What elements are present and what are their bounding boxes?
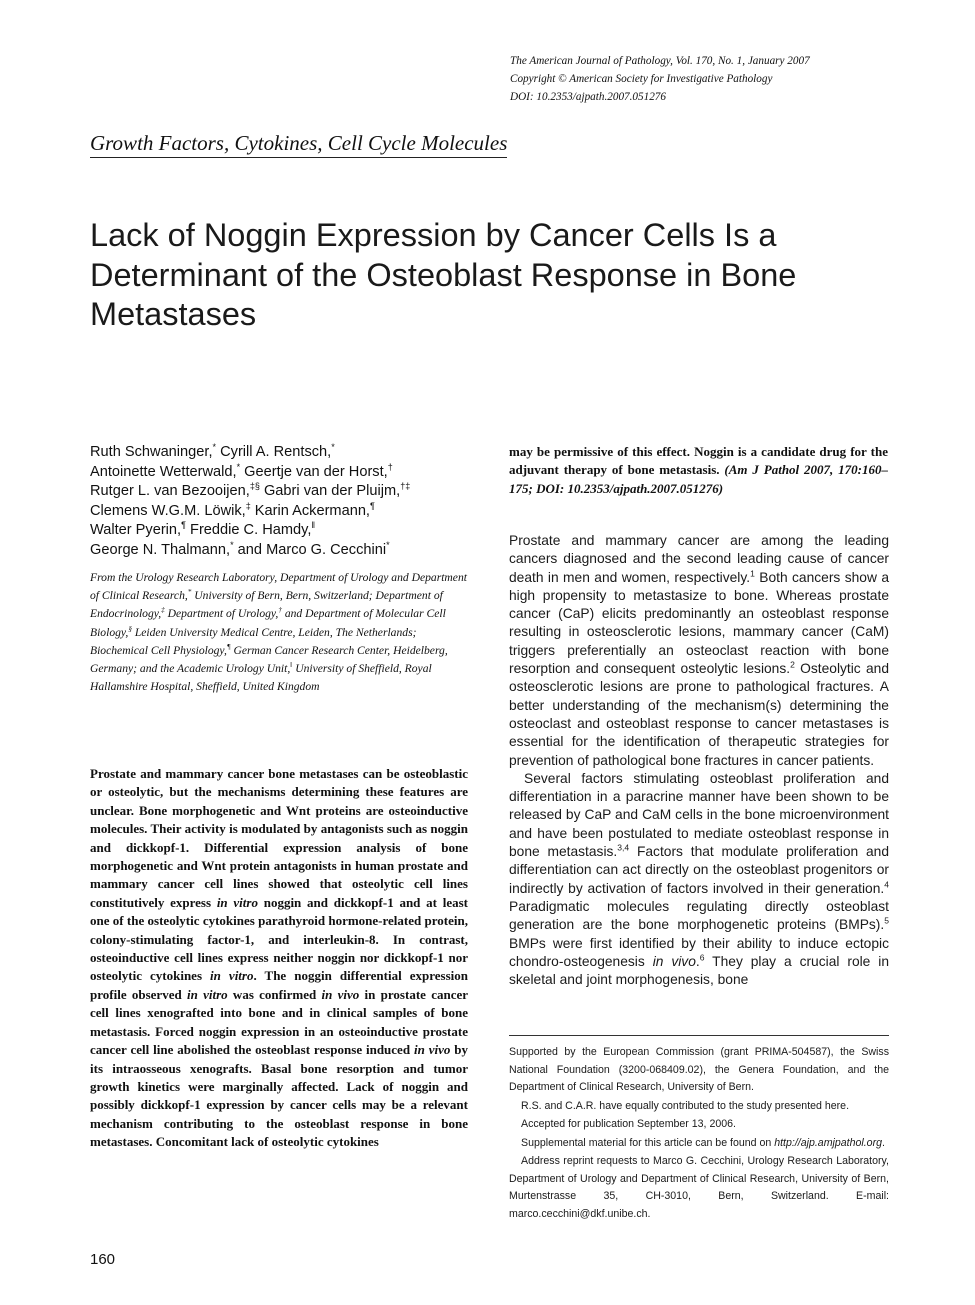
affiliation: From the Urology Research Laboratory, Department of Urology and Department of Clinical Research,* University of Bern, Bern, Switzerland; Department of Endocrinology,‡ Department of Urology,† and Department of Molecular Cell Biology,§ Leiden University Medical Centre, Leiden, The Netherlands; Biochemical Cell Physiology,¶ German Cancer Research Center, Heidelberg, Germany; and the Academic Urology Unit,‖ University of Sheffield, Royal Hallamshire Hospital, Sheffield, United Kingdom (90, 571, 467, 694)
author-line: Ruth Schwaninger,* Cyrill A. Rentsch,* (90, 442, 335, 460)
reference[interactable]: 4 (884, 879, 889, 890)
reprint-note: Address reprint requests to Marco G. Cecchini, Urology Research Laboratory, Department of Urology and Department of Clinical Research, University of Bern, Murtenstrasse 35, CH-3010, Bern, Switzerland. E-mail: marco.cecchini@dkf.unibe.ch. (509, 1155, 889, 1220)
journal-copyright: Copyright © American Society for Investigative Pathology (510, 73, 773, 85)
funding-note: Supported by the European Commission (grant PRIMA-504587), the Swiss National Foundation (3200-068409.02), the Genera Foundation, and the Department of Clinical Research, University of Bern. (509, 1046, 889, 1093)
paragraph: Prostate and mammary cancer are among the leading cancers diagnosed and the second leading cause of cancer death in men and women, respectively.$^1$ Both cancers show a high propensity to metastasize to bone. Whereas prostate cancer (CaP) elicits predominantly an osteoblast response resulting in osteosclerotic lesions, mammary cancer (CaM) triggers preferentially an osteoclast reaction with bone resorption and consequent osteolytic lesions.$^2$ Osteolytic and osteosclerotic lesions are prone to pathological fractures. A better understanding of the mechanism(s) determining the osteoclast and osteoblast response to cancer metastases is essential for the identification of therapeutic strategies for prevention of pathological bone fractures in cancer patients. (509, 533, 889, 768)
paragraph: Several factors stimulating osteoblast proliferation and differentiation in a paracrine manner have been shown to be released by CaP and CaM cells in the bone microenvironment and have been postulated to mediate osteoblast response in bone metastasis.$^{3,4}$ Factors that modulate proliferation and differentiation can act directly on the osteoblast progenitors or indirectly by activation of factors involved in their generation.$^4$ Paradigmatic molecules regulating directly osteoblast generation are the bone morphogenetic proteins (BMPs).$^5$ BMPs were first identified by their ability to induce ectopic chondro-osteogenesis in vivo.$^6$ They play a crucial role in skeletal and joint morphogenesis, bone (509, 770, 890, 988)
acceptance-note: Accepted for publication September 13, 2006. (521, 1118, 736, 1130)
author-line: Antoinette Wetterwald,* Geertje van der Horst,† (90, 461, 393, 480)
author-list (90, 443, 490, 560)
supplemental-note: Supplemental material for this article can be found on http://ajp.amjpathol.org. (521, 1136, 885, 1149)
reference[interactable]: 1 (750, 568, 755, 578)
reference[interactable]: 5 (884, 915, 889, 926)
supplemental-link[interactable]: http://ajp.amjpathol.org (774, 1136, 882, 1149)
reference[interactable]: 6 (699, 952, 705, 963)
paper-title: Lack of Noggin Expression by Cancer Cells Is a Determinant of the Osteoblast Response in Bone Metastases (90, 217, 797, 332)
equal-contribution-note: R.S. and C.A.R. have equally contributed to the study presented here. (521, 1099, 850, 1112)
reference[interactable]: 3,4 (617, 842, 630, 853)
author-line: Clemens W.G.M. Löwik,‡ Karin Ackermann,¶ (90, 500, 375, 519)
footnote-divider (509, 1035, 889, 1036)
abstract-continuation: may be permissive of this effect. Noggin is a candidate drug for the adjuvant therapy of bone metastasis. (Am J Pathol 2007, 170:160–175; DOI: 10.2353/ajpath.2007.051276) (509, 444, 888, 496)
body-text (509, 532, 889, 989)
abstract: Prostate and mammary cancer bone metastases can be osteoblastic or osteolytic, but the mechanisms determining these features are unclear. Bone morphogenetic and Wnt proteins are osteoinductive molecules. Their activity is modulated by antagonists such as noggin and dickkopf-1. Differential expression analysis of bone morphogenetic and Wnt protein antagonists in human prostate and mammary cancer cell lines showed that osteolytic cell lines constitutively express in vitro noggin and dickkopf-1 and at least one of the osteolytic cytokines parathyroid hormone-related protein, colony-stimulating factor-1, and interleukin-8. In contrast, osteoinductive cell lines express neither noggin nor dickkopf-1 nor osteolytic cytokines in vitro. The noggin differential expression profile observed in vitro was confirmed in vivo in prostate cancer cell lines xenografted into bone and in clinical samples of bone metastasis. Forced noggin expression in an osteoinductive prostate cancer cell line abolished the osteoblast response induced in vivo by its intraosseous xenografts. Basal bone resorption and tumor growth kinetics were marginally affected. Lack of noggin and possibly dickkopf-1 expression by cancer cells may be a relevant mechanism contributing to the osteoblast response in bone metastases. Concomitant lack of osteolytic cytokines (90, 766, 469, 1150)
author-line: Walter Pyerin,¶ Freddie C. Hamdy,‖ (90, 520, 316, 538)
journal-doi: DOI: 10.2353/ajpath.2007.051276 (510, 91, 666, 103)
author-line: Rutger L. van Bezooijen,‡§ Gabri van der Pluijm,†‡ (90, 481, 411, 499)
reference[interactable]: 2 (790, 659, 795, 670)
journal-header (510, 52, 950, 106)
page-number: 160 (90, 1251, 116, 1268)
section-heading: Growth Factors, Cytokines, Cell Cycle Molecules (90, 130, 507, 158)
abstract-citation: (Am J Pathol 2007, 170:160–175; DOI: 10.2353/ajpath.2007.051276) (509, 462, 888, 496)
journal-citation: The American Journal of Pathology, Vol. 170, No. 1, January 2007 (510, 55, 810, 67)
footnotes (509, 1044, 889, 1224)
author-line: George N. Thalmann,* and Marco G. Cecchini* (90, 539, 390, 558)
